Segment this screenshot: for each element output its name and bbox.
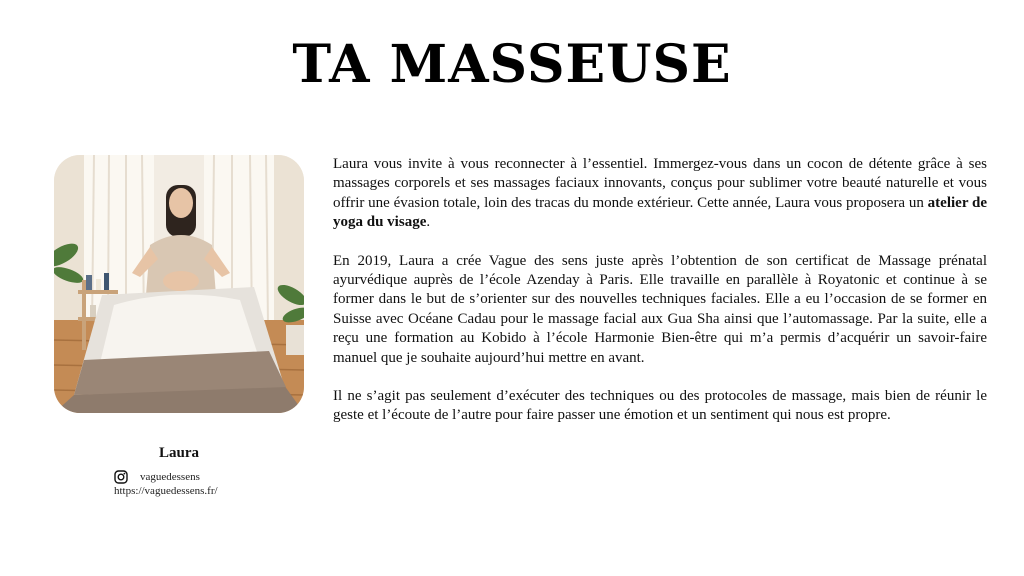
masseuse-photo — [54, 155, 304, 413]
social-links — [114, 470, 274, 498]
bio-text — [333, 155, 987, 445]
yoga-workshop-highlight: atelier de yoga du visage — [333, 194, 987, 231]
website-link[interactable]: https://vaguedessens.fr/ — [114, 485, 218, 497]
bio-paragraph-2: En 2019, Laura a crée Vague des sens juste après l’obtention de son certificat de Massage prénatal ayurvédique auprès de l’école Azenday à Paris. Elle travaille en parallèle à Royatonic et continue à se former dans le but de s’orienter sur des nouvelles techniques faciales. Elle a eu l’occasion de se former en Suisse avec Océane Cadau pour le massage facial aux Gua Sha ainsi que l’automassage. Par la suite, elle a reçu une formation au Kobido à l’école Harmonie Bien-être qui m’a permis d’acquérir un savoir-faire manuel que je souhaite aujourd’hui mettre en avant. — [333, 252, 987, 366]
instagram-icon — [114, 470, 128, 484]
bio-paragraph-3: Il ne s’agit pas seulement d’exécuter des techniques ou des protocoles de massage, mais bien de réunir le geste et l’écoute de l’autre pour faire passer une émotion et un sentiment qui nous est propre. — [333, 388, 987, 424]
page-title: TA MASSEUSE — [292, 34, 732, 95]
bio-paragraph-1: Laura vous invite à vous reconnecter à l’essentiel. Immergez-vous dans un cocon de détente grâce à ses massages corporels et ses massages faciaux innovants, conçus pour sublimer votre beauté naturelle et vous offrir une évasion totale, loin des tracas du monde extérieur. Cette année, Laura vous proposera un atelier de yoga du visage. — [333, 156, 987, 231]
masseuse-name: Laura — [158, 445, 199, 461]
instagram-handle-link[interactable]: vaguedessens — [140, 471, 200, 483]
